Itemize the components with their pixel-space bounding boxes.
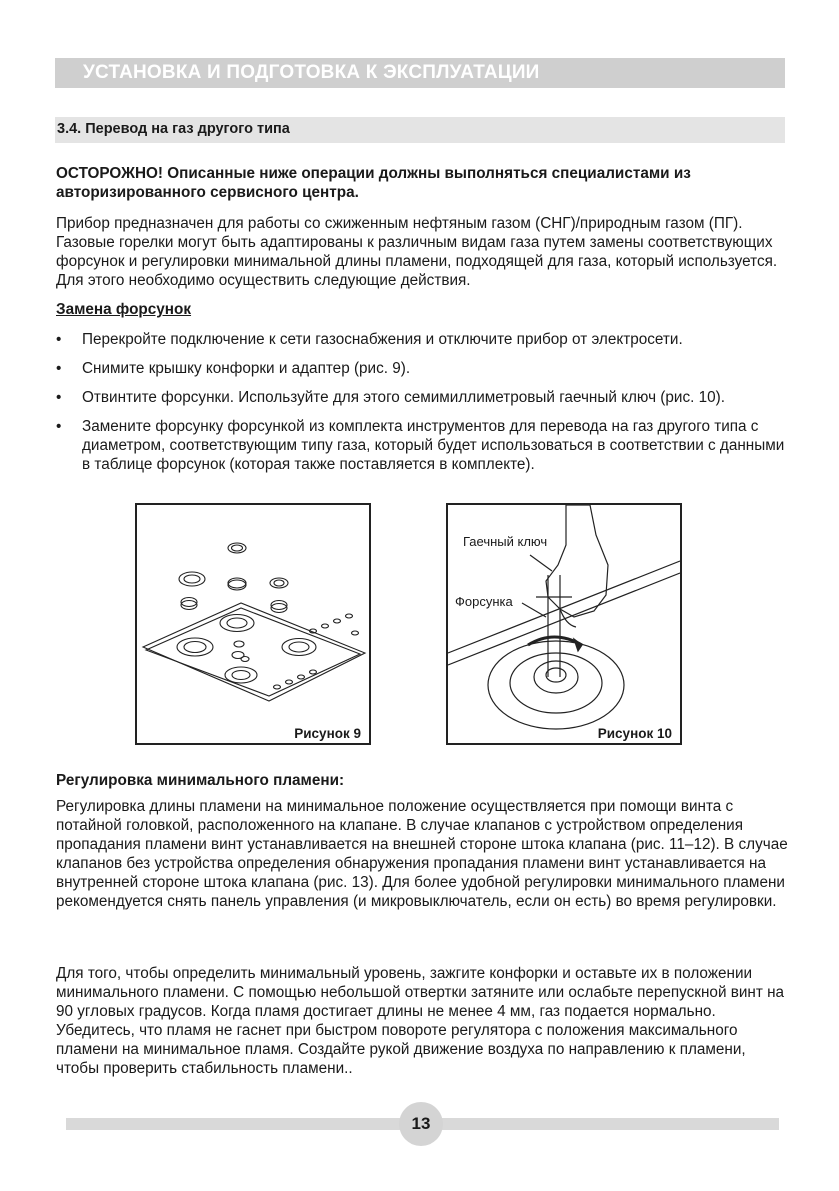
bullet-icon: • — [56, 331, 62, 348]
min-flame-paragraph-2: Для того, чтобы определить минимальный уровень, зажгите конфорки и оставьте их в положении минимального пламени. С помощью небольшой отвертки затяните или ослабьте перепускной винт на 90 угловых градусов. Когда пламя достигает длины не менее 4 мм, газ подается нормально. Убедитесь, что пламя не гаснет при быстром повороте регулятора с положения максимального пламени на минимальное пламя. Создайте рукой движение воздуха по направлению к пламени, чтобы проверить стабильность пламени.. — [56, 965, 785, 1077]
bullet-icon: • — [56, 389, 62, 406]
warning-text: ОСТОРОЖНО! Описанные ниже операции должны выполняться специалистами из авторизированного сервисного центра. — [56, 165, 691, 201]
injector-steps-list — [56, 330, 789, 484]
chapter-title: УСТАНОВКА И ПОДГОТОВКА К ЭКСПЛУАТАЦИИ — [83, 62, 540, 83]
chapter-header-bar — [55, 58, 785, 88]
step-text: Снимите крышку конфорки и адаптер (рис. 9). — [82, 360, 411, 377]
list-item — [56, 388, 789, 407]
step-text: Отвинтите форсунки. Используйте для этого семимиллиметровый гаечный ключ (рис. 10). — [82, 389, 725, 406]
section-title: 3.4. Перевод на газ другого типа — [57, 121, 290, 137]
figure-10 — [446, 503, 682, 745]
injector-label: Форсунка — [455, 594, 513, 609]
bullet-icon: • — [56, 418, 62, 435]
step-text: Перекройте подключение к сети газоснабжения и отключите прибор от электросети. — [82, 331, 683, 348]
section-header-bar — [55, 117, 785, 143]
figure-10-caption: Рисунок 10 — [597, 726, 672, 741]
wrench-label: Гаечный ключ — [463, 534, 548, 549]
min-flame-paragraph-1: Регулировка длины пламени на минимальное положение осуществляется при помощи винта с потайной головкой, расположенного на клапане. В случае клапанов с устройством определения пропадания пламени винт устанавливается на внешней стороне штока клапана (рис. 11–12). В случае клапанов без устройства определения обнаружения пропадания пламени винт устанавливается на внутренней стороне штока клапана (рис. 13). Для более удобной регулировки минимального пламени рекомендуется снять панель управления (и микровыключатель, если он есть) во время регулировки. — [56, 798, 788, 910]
figure-9-caption: Рисунок 9 — [294, 726, 361, 741]
list-item — [56, 330, 789, 349]
step-text: Замените форсунку форсункой из комплекта инструментов для перевода на газ другого типа с диаметром, соответствующим типу газа, который будет использоваться в соответствии с данными в таблице форсунок (которая также поставляется в комплекте). — [82, 418, 785, 473]
injectors-heading: Замена форсунок — [56, 301, 192, 318]
page-number: 13 — [399, 1102, 443, 1146]
min-flame-heading: Регулировка минимального пламени: — [56, 772, 345, 789]
bullet-icon: • — [56, 360, 62, 377]
figure-9 — [135, 503, 371, 745]
hob-illustration — [137, 505, 369, 743]
list-item — [56, 359, 789, 378]
intro-paragraph: Прибор предназначен для работы со сжиженным нефтяным газом (СНГ)/природным газом (ПГ). Газовые горелки могут быть адаптированы к различным видам газа путем замены соответствующих форсунок и регулировки минимальной длины пламени, подходящей для газа, который используется. Для этого необходимо осуществить следующие действия. — [56, 215, 778, 289]
list-item — [56, 417, 789, 474]
